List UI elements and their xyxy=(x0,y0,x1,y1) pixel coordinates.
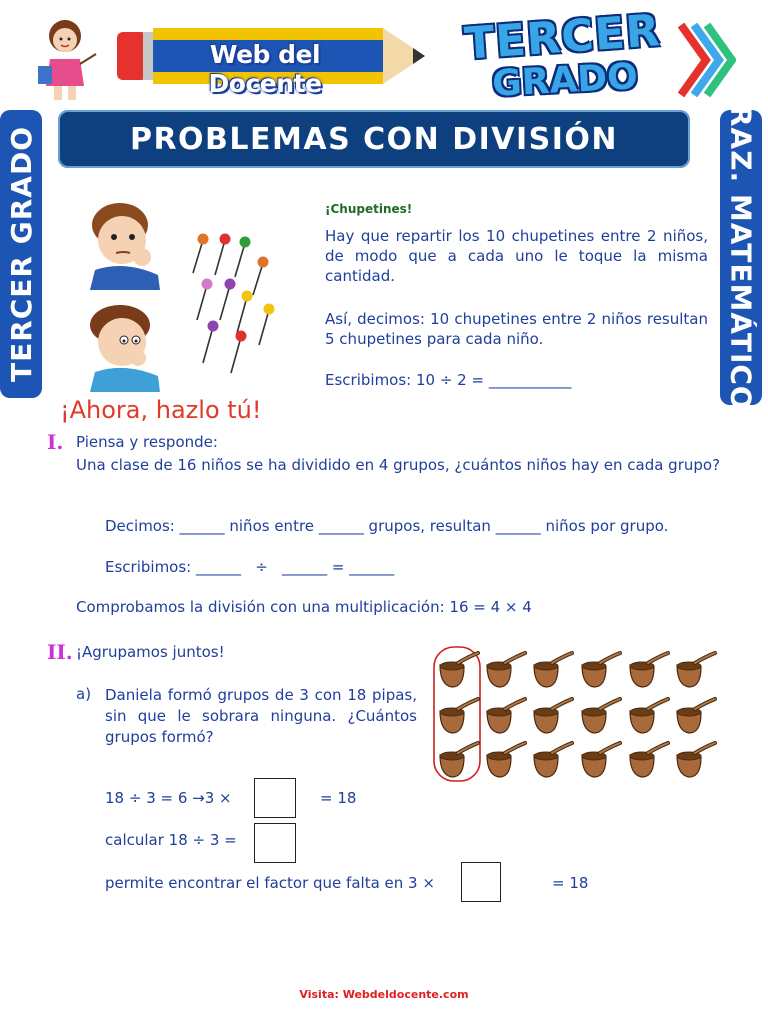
pipes-row-3 xyxy=(440,743,715,777)
right-side-text: RAZ. MATEMÁTICO xyxy=(724,104,758,411)
boy-thinking-top-illustration xyxy=(80,195,170,290)
intro-paragraph-3: Escribimos: 10 ÷ 2 = ___________ xyxy=(325,371,572,389)
intro-paragraph-2: Así, decimos: 10 chupetines entre 2 niños resultan 5 chupetines para cada niño. xyxy=(325,310,708,348)
section-1-escribimos: Escribimos: ______ ÷ ______ = ______ xyxy=(105,558,395,576)
left-side-text: TERCER GRADO xyxy=(4,125,38,383)
intro-paragraph-1: Hay que repartir los 10 chupetines entre 2 niños, de modo que a cada uno le toque la misma cantidad. xyxy=(325,227,708,285)
answer-box-3[interactable] xyxy=(461,862,501,902)
section-1-decimos: Decimos: ______ niños entre ______ grupos, resultan ______ niños por grupo. xyxy=(105,517,669,535)
section-1-comprobamos: Comprobamos la división con una multiplicación: 16 = 4 × 4 xyxy=(76,598,532,616)
grade-title-line2: GRADO xyxy=(491,56,639,105)
left-side-bar xyxy=(0,110,42,398)
lollipops-illustration xyxy=(185,225,285,375)
equation-2: calcular 18 ÷ 3 = xyxy=(105,831,237,849)
equation-3: permite encontrar el factor que falta en 3 × xyxy=(105,874,435,892)
boy-thinking-bottom-illustration xyxy=(80,300,170,392)
answer-box-2[interactable] xyxy=(254,823,296,863)
equation-1: 18 ÷ 3 = 6 →3 × xyxy=(105,789,232,807)
teacher-illustration xyxy=(30,14,100,104)
chevrons-decoration xyxy=(676,20,736,100)
footer-link[interactable]: Visita: Webdeldocente.com xyxy=(299,988,469,1001)
section-1-label: Piensa y responde: xyxy=(76,433,218,451)
section-2-label: ¡Agrupamos juntos! xyxy=(76,643,225,661)
grade-title-line1: TERCER xyxy=(462,5,663,70)
pipes-row-1 xyxy=(440,653,715,687)
ahora-heading: ¡Ahora, hazlo tú! xyxy=(60,396,262,424)
pipes-row-2 xyxy=(440,699,715,733)
equation-1-result: = 18 xyxy=(320,789,357,807)
section-1-question: Una clase de 16 niños se ha dividido en 4 grupos, ¿cuántos niños hay en cada grupo? xyxy=(76,456,721,474)
title-banner xyxy=(58,110,690,168)
answer-box-1[interactable] xyxy=(254,778,296,818)
page-title: PROBLEMAS CON DIVISIÓN xyxy=(129,121,619,157)
pipes-grid-illustration xyxy=(430,645,720,785)
logo-text: Web del Docente xyxy=(208,40,322,98)
right-side-bar xyxy=(720,104,762,411)
intro-heading: ¡Chupetines! xyxy=(325,202,413,216)
section-2-item-a-text: Daniela formó grupos de 3 con 18 pipas, sin que le sobrara ninguna. ¿Cuántos grupos formó? xyxy=(105,686,417,746)
section-2-item-a-letter: a) xyxy=(76,685,92,703)
section-2-numeral: II. xyxy=(47,640,73,664)
section-1-numeral: I. xyxy=(47,430,64,454)
equation-3-result: = 18 xyxy=(552,874,589,892)
